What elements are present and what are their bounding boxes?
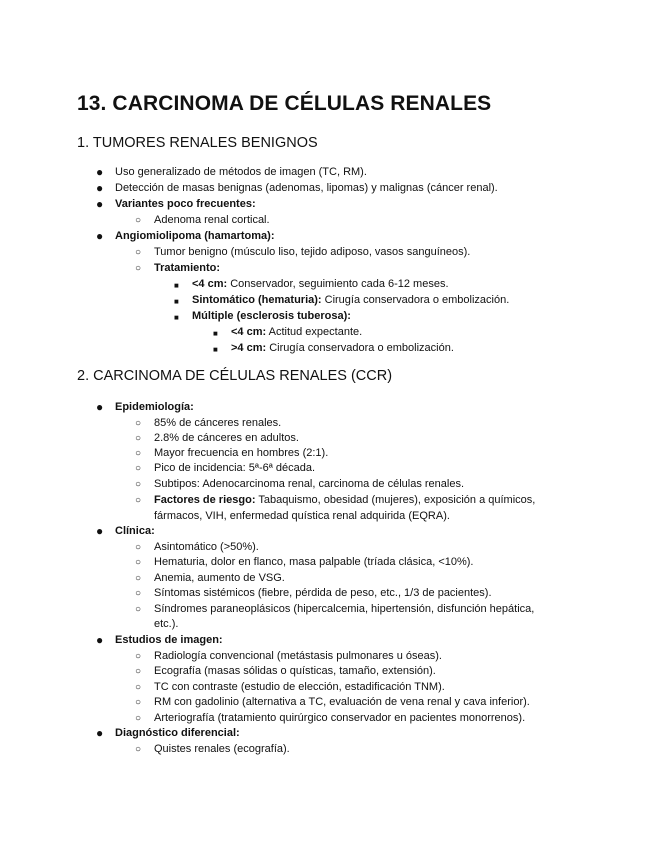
list-item: Tratamiento: <box>154 262 221 274</box>
bullet-circle: ○ <box>135 573 142 584</box>
bullet-dot: ● <box>96 165 104 179</box>
bullet-circle: ○ <box>135 557 142 568</box>
list-item: Hematuria, dolor en flanco, masa palpable (tríada clásica, <10%). <box>154 556 474 568</box>
list-item: Factores de riesgo: Tabaquismo, obesidad (mujeres), exposición a químicos, <box>154 494 536 506</box>
list-item: Tumor benigno (músculo liso, tejido adiposo, vasos sanguíneos). <box>154 246 471 258</box>
bullet-dot: ● <box>96 633 104 647</box>
bullet-circle: ○ <box>135 604 142 615</box>
list-item: Diagnóstico diferencial: <box>115 727 240 739</box>
list-item: <4 cm: Actitud expectante. <box>231 326 363 338</box>
list-item: Pico de incidencia: 5ª-6ª década. <box>154 462 316 474</box>
list-item: Radiología convencional (metástasis pulmonares u óseas). <box>154 650 442 662</box>
list-item: Síndromes paraneoplásicos (hipercalcemia, hipertensión, disfunción hepática, <box>154 603 535 615</box>
list-item: <4 cm: Conservador, seguimiento cada 6-12 meses. <box>192 278 449 290</box>
bullet-circle: ○ <box>135 542 142 553</box>
bullet-dot: ● <box>96 181 104 195</box>
list-item: RM con gadolinio (alternativa a TC, evaluación de vena renal y cava inferior). <box>154 696 530 708</box>
list-item: Variantes poco frecuentes: <box>115 198 256 210</box>
list-item: TC con contraste (estudio de elección, estadificación TNM). <box>154 681 445 693</box>
list-item: Síntomas sistémicos (fiebre, pérdida de peso, etc., 1/3 de pacientes). <box>154 587 492 599</box>
list-item: Mayor frecuencia en hombres (2:1). <box>154 447 329 459</box>
bullet-circle: ○ <box>135 463 142 474</box>
bullet-square: ■ <box>213 345 218 354</box>
list-item: Múltiple (esclerosis tuberosa): <box>192 310 351 322</box>
bullet-dot: ● <box>96 229 104 243</box>
list-item: Asintomático (>50%). <box>154 541 259 553</box>
bullet-circle: ○ <box>135 263 142 274</box>
list-item: Sintomático (hematuria): Cirugía conservadora o embolización. <box>192 294 510 306</box>
list-item: Epidemiología: <box>115 401 194 413</box>
list-item: Arteriografía (tratamiento quirúrgico conservador en pacientes monorrenos). <box>154 712 526 724</box>
bullet-circle: ○ <box>135 588 142 599</box>
list-item: Ecografía (masas sólidas o quísticas, tamaño, extensión). <box>154 665 436 677</box>
list-item: Quistes renales (ecografía). <box>154 743 290 755</box>
page-title: 13. CARCINOMA DE CÉLULAS RENALES <box>77 92 492 115</box>
list-item: Adenoma renal cortical. <box>154 214 270 226</box>
bullet-circle: ○ <box>135 651 142 662</box>
bullet-square: ■ <box>174 313 179 322</box>
list-item-continuation: etc.). <box>154 618 179 630</box>
bullet-dot: ● <box>96 524 104 538</box>
bullet-dot: ● <box>96 726 104 740</box>
bullet-circle: ○ <box>135 744 142 755</box>
bullet-circle: ○ <box>135 448 142 459</box>
bullet-dot: ● <box>96 197 104 211</box>
list-item: >4 cm: Cirugía conservadora o embolización. <box>231 342 454 354</box>
list-item-continuation: fármacos, VIH, enfermedad quística renal adquirida (EQRA). <box>154 510 450 522</box>
list-item: Uso generalizado de métodos de imagen (TC, RM). <box>115 166 367 178</box>
bullet-circle: ○ <box>135 215 142 226</box>
list-item: Anemia, aumento de VSG. <box>154 572 285 584</box>
list-item: 2.8% de cánceres en adultos. <box>154 432 299 444</box>
bullet-circle: ○ <box>135 682 142 693</box>
bullet-circle: ○ <box>135 433 142 444</box>
bullet-square: ■ <box>174 281 179 290</box>
list-item: Angiomiolipoma (hamartoma): <box>115 230 275 242</box>
bullet-circle: ○ <box>135 666 142 677</box>
bullet-circle: ○ <box>135 713 142 724</box>
list-item: Clínica: <box>115 525 155 537</box>
bullet-circle: ○ <box>135 479 142 490</box>
list-item: Estudios de imagen: <box>115 634 223 646</box>
list-item: Subtipos: Adenocarcinoma renal, carcinoma de células renales. <box>154 478 465 490</box>
list-item: Detección de masas benignas (adenomas, lipomas) y malignas (cáncer renal). <box>115 182 498 194</box>
section-heading-benignos: 1. TUMORES RENALES BENIGNOS <box>77 135 318 151</box>
list-item: 85% de cánceres renales. <box>154 417 282 429</box>
bullet-circle: ○ <box>135 697 142 708</box>
bullet-square: ■ <box>174 297 179 306</box>
bullet-circle: ○ <box>135 418 142 429</box>
bullet-circle: ○ <box>135 495 142 506</box>
bullet-circle: ○ <box>135 247 142 258</box>
bullet-dot: ● <box>96 400 104 414</box>
section-heading-ccr: 2. CARCINOMA DE CÉLULAS RENALES (CCR) <box>77 368 393 384</box>
bullet-square: ■ <box>213 329 218 338</box>
